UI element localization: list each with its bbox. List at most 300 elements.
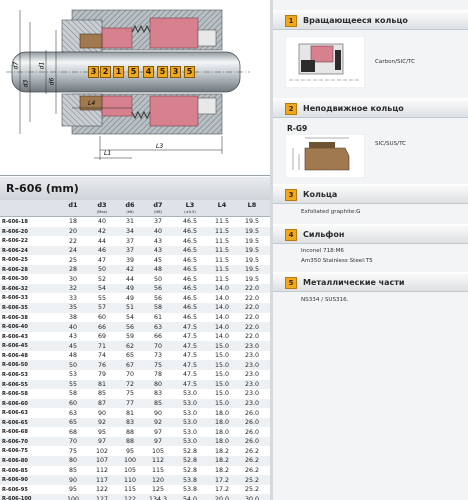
table-row — [0, 418, 270, 428]
dimension-cell: 71 — [97, 342, 106, 350]
dimension-cell: 31 — [125, 218, 134, 226]
model-code-cell: R-606-63 — [2, 410, 28, 417]
dimension-cell: 26.2 — [244, 447, 260, 455]
section-stationary-ring-body — [273, 120, 468, 182]
dimension-cell: 56 — [125, 323, 134, 331]
dimension-cell: 120 — [151, 476, 165, 484]
table-row — [0, 293, 270, 303]
dimension-cell: 85 — [153, 400, 162, 408]
dimension-cell: 97 — [97, 438, 106, 446]
model-code-cell: R-606-58 — [2, 391, 28, 398]
model-code-cell: R-606-75 — [2, 448, 28, 455]
dimension-cell: 60 — [97, 313, 106, 321]
model-code-cell: R-606-55 — [2, 381, 28, 388]
column-header: d3 (Max) — [96, 201, 108, 214]
dimension-cell: 17.2 — [214, 476, 230, 484]
dimension-cell: 78 — [153, 371, 162, 379]
dimension-cell: 46 — [97, 247, 106, 255]
dimension-cell: 59 — [125, 333, 134, 341]
dimension-cell: 26.0 — [244, 409, 260, 417]
dimension-cell: 56 — [153, 294, 162, 302]
dimension-cell: 49 — [125, 294, 134, 302]
model-code-cell: R-606-18 — [2, 219, 28, 225]
section-number-badge: 2 — [285, 103, 297, 115]
dimension-cell: 54 — [97, 285, 106, 293]
dimension-cell: 40 — [153, 227, 162, 235]
seat-type-label: R-G9 — [287, 124, 308, 133]
dimension-cell: 75 — [153, 361, 162, 369]
model-code-cell: R-606-38 — [2, 314, 28, 321]
model-code-cell: R-606-70 — [2, 438, 28, 445]
dimension-cell: 19.5 — [244, 227, 260, 235]
column-header: L8 — [247, 201, 257, 209]
dimension-cell: 65 — [125, 352, 134, 360]
dimension-cell: 40 — [68, 323, 77, 331]
dimension-cell: 11.5 — [214, 227, 230, 235]
dimension-cell: 79 — [97, 371, 106, 379]
dimension-cell: 25 — [68, 256, 77, 264]
dimension-cell: 80 — [68, 457, 77, 465]
dimension-cell: 19.5 — [244, 266, 260, 274]
table-header-row — [0, 200, 270, 217]
dimension-cell: 95 — [68, 486, 77, 494]
model-code-cell: R-606-60 — [2, 400, 28, 407]
dimension-cell: 22 — [68, 237, 77, 245]
dimension-cell: 37 — [125, 247, 134, 255]
model-code-cell: R-606-25 — [2, 257, 28, 264]
dimension-cell: 52 — [97, 275, 106, 283]
table-title: R-606 (mm) — [6, 182, 79, 195]
dimension-cell: 43 — [153, 247, 162, 255]
section-note: SIC/SUS/TC — [375, 141, 407, 147]
model-code-cell: R-606-50 — [2, 362, 28, 369]
dimension-cell: 19.5 — [244, 237, 260, 245]
table-row — [0, 408, 270, 418]
dimension-cell: 100 — [66, 495, 80, 500]
model-code-cell: R-606-22 — [2, 238, 28, 245]
dimension-cell: 26.2 — [244, 466, 260, 474]
dimension-cell: 74 — [97, 352, 106, 360]
table-row — [0, 427, 270, 437]
dimension-cell: 125 — [151, 486, 165, 494]
dimension-cell: 11.5 — [214, 237, 230, 245]
dimension-cell: 46.5 — [182, 218, 198, 226]
model-code-cell: R-606-80 — [2, 458, 28, 464]
dimension-cell: 23.0 — [244, 361, 260, 369]
column-header: d1 — [68, 201, 78, 209]
table-row — [0, 332, 270, 342]
dimension-cell: 23.0 — [244, 390, 260, 398]
dimension-cell: 47.5 — [182, 352, 198, 360]
dimension-cell: 19.5 — [244, 218, 260, 226]
dimension-cell: 85 — [68, 466, 77, 474]
part-label: 3 — [88, 66, 99, 78]
table-row — [0, 265, 270, 275]
model-code-cell: R-606-53 — [2, 371, 28, 378]
dimension-cell: 11.5 — [214, 275, 230, 283]
dimension-cell: 47.5 — [182, 342, 198, 350]
dimension-cell: 14.0 — [214, 285, 230, 293]
dimension-cell: 43 — [68, 333, 77, 341]
dimension-cell: 22.0 — [244, 294, 260, 302]
table-row — [0, 389, 270, 399]
table-row — [0, 351, 270, 361]
dimension-cell: 92 — [153, 419, 162, 427]
part-label: 3 — [170, 66, 181, 78]
section-note: Am350 Stainless Steel:T5 — [301, 258, 373, 264]
table-row — [0, 456, 270, 466]
dimension-cell: 53.8 — [182, 476, 198, 484]
dimension-cell: 38 — [68, 313, 77, 321]
dimension-cell: 14.0 — [214, 323, 230, 331]
dimension-cell: 42 — [97, 227, 106, 235]
materials-panel — [273, 0, 468, 500]
dimension-cell: 33 — [68, 294, 77, 302]
section-note: Carbon/SIC/TC — [375, 59, 416, 65]
part-label: 1 — [113, 66, 124, 78]
dimension-cell: 25.2 — [244, 486, 260, 494]
dimension-cell: 63 — [68, 409, 77, 417]
table-row — [0, 303, 270, 313]
table-row — [0, 446, 270, 456]
section-rotating-ring-header — [273, 10, 468, 30]
dimension-cell: 15.0 — [214, 361, 230, 369]
dimension-cell: 46.5 — [182, 237, 198, 245]
dimension-cell: 75 — [125, 390, 134, 398]
dimension-cell: 11.5 — [214, 218, 230, 226]
section-note: Exfoliated graphite:G — [301, 209, 361, 215]
dimension-cell: 69 — [97, 333, 106, 341]
dimension-cell: 51 — [125, 304, 134, 312]
dimension-cell: 73 — [153, 352, 162, 360]
table-row — [0, 341, 270, 351]
dimension-cell: 46.5 — [182, 285, 198, 293]
table-row — [0, 370, 270, 380]
dimension-cell: 52.8 — [182, 466, 198, 474]
dimension-cell: 83 — [125, 419, 134, 427]
dimension-cell: 92 — [97, 419, 106, 427]
dimension-cell: 22.0 — [244, 313, 260, 321]
dimension-cell: 48 — [153, 266, 162, 274]
dimension-cell: 68 — [68, 428, 77, 436]
section-rings-body — [273, 206, 468, 224]
dimension-cell: 57 — [97, 304, 106, 312]
section-title: Неподвижное кольцо — [303, 104, 404, 113]
dimension-cell: 15.0 — [214, 342, 230, 350]
section-title: Сильфон — [303, 230, 345, 239]
dimension-cell: 26.0 — [244, 419, 260, 427]
dimension-cell: 18.0 — [214, 438, 230, 446]
dimension-cell: 47.5 — [182, 380, 198, 388]
part-label: 2 — [100, 66, 111, 78]
dimension-cell: 53.0 — [182, 400, 198, 408]
dimension-cell: 22.0 — [244, 304, 260, 312]
dimension-cell: 47.5 — [182, 371, 198, 379]
section-title: Вращающееся кольцо — [303, 16, 408, 25]
dimension-cell: 18.2 — [214, 447, 230, 455]
dimension-cell: 14.0 — [214, 313, 230, 321]
dimension-cell: 70 — [68, 438, 77, 446]
dimension-cell: 90 — [97, 409, 106, 417]
section-bellows-body — [273, 246, 468, 272]
dimension-table — [0, 200, 270, 500]
part-label: 5 — [157, 66, 168, 78]
dimension-cell: 54.0 — [182, 495, 198, 500]
dimension-cell: 75 — [68, 447, 77, 455]
part-number-labels — [88, 66, 198, 78]
dimension-cell: 77 — [125, 400, 134, 408]
dimension-cell: 48 — [68, 352, 77, 360]
table-row — [0, 399, 270, 409]
seal-cross-section-drawing — [0, 0, 270, 176]
dimension-cell: 15.0 — [214, 371, 230, 379]
dimension-cell: 32 — [68, 285, 77, 293]
section-bellows-header — [273, 224, 468, 244]
section-number-badge: 4 — [285, 229, 297, 241]
dimension-cell: 115 — [151, 466, 165, 474]
dimension-cell: 19.5 — [244, 256, 260, 264]
dimension-cell: 45 — [153, 256, 162, 264]
dimension-cell: 110 — [123, 476, 137, 484]
dimension-cell: 112 — [151, 457, 165, 465]
dimension-cell: 44 — [125, 275, 134, 283]
seal-body-top — [150, 18, 198, 48]
dimension-cell: 102 — [95, 447, 109, 455]
dimension-cell: 46.5 — [182, 275, 198, 283]
model-code-cell: R-606-40 — [2, 324, 28, 331]
dimension-cell: 25.2 — [244, 476, 260, 484]
table-row — [0, 466, 270, 476]
dimension-cell: 53.0 — [182, 419, 198, 427]
sleeve-bottom — [198, 98, 216, 114]
model-code-cell: R-606-28 — [2, 266, 28, 273]
dimension-cell: 37 — [125, 237, 134, 245]
stationary-ring-top — [80, 34, 102, 48]
dimension-cell: 88 — [125, 428, 134, 436]
dimension-cell: 117 — [95, 476, 109, 484]
dimension-cell: 67 — [125, 361, 134, 369]
model-code-cell: R-606-68 — [2, 429, 28, 436]
table-row — [0, 360, 270, 370]
dimension-cell: 81 — [125, 409, 134, 417]
dimension-cell: 18.0 — [214, 428, 230, 436]
dim-label-d3: d3 — [22, 79, 30, 88]
section-stationary-ring-header — [273, 98, 468, 118]
dimension-cell: 97 — [153, 438, 162, 446]
dimension-cell: 14.0 — [214, 333, 230, 341]
dimension-cell: 61 — [153, 313, 162, 321]
model-code-cell: R-606-90 — [2, 477, 28, 484]
dimension-cell: 122 — [95, 486, 109, 494]
table-row — [0, 380, 270, 390]
dimension-cell: 97 — [153, 428, 162, 436]
dimension-cell: 53.8 — [182, 486, 198, 494]
dimension-cell: 11.5 — [214, 247, 230, 255]
table-row — [0, 217, 270, 227]
dim-label-l4: L4 — [88, 100, 96, 107]
dimension-cell: 47.5 — [182, 323, 198, 331]
dimension-cell: 14.0 — [214, 304, 230, 312]
dimension-cell: 53.0 — [182, 428, 198, 436]
dim-label-l1: L1 — [104, 150, 112, 157]
part-label: 5 — [184, 66, 195, 78]
dimension-cell: 42 — [125, 266, 134, 274]
table-row — [0, 236, 270, 246]
dimension-cell: 115 — [123, 486, 137, 494]
dimension-cell: 17.2 — [214, 486, 230, 494]
dimension-cell: 83 — [153, 390, 162, 398]
dimension-cell: 90 — [68, 476, 77, 484]
seal-drawing-svg — [0, 0, 270, 176]
dimension-cell: 58 — [153, 304, 162, 312]
dimension-cell: 47 — [97, 256, 106, 264]
section-metal-parts-body — [273, 294, 468, 310]
dimension-cell: 46.5 — [182, 304, 198, 312]
section-metal-parts-header — [273, 272, 468, 292]
model-code-cell: R-606-33 — [2, 295, 28, 302]
dim-label-l3: L3 — [156, 143, 164, 150]
dimension-cell: 44 — [97, 237, 106, 245]
dimension-cell: 54 — [125, 313, 134, 321]
dimension-cell: 22.0 — [244, 285, 260, 293]
dimension-cell: 70 — [153, 342, 162, 350]
model-code-cell: R-606-100 — [2, 496, 32, 500]
model-code-cell: R-606-24 — [2, 247, 28, 254]
dimension-cell: 53.0 — [182, 409, 198, 417]
dimension-cell: 23.0 — [244, 342, 260, 350]
dimension-cell: 15.0 — [214, 390, 230, 398]
column-header: d7 (H8) — [153, 201, 163, 214]
part-label: 5 — [128, 66, 139, 78]
rotating-ring-top — [102, 28, 132, 48]
table-row — [0, 227, 270, 237]
stationary-ring-diagram — [285, 134, 365, 178]
dimension-cell: 15.0 — [214, 400, 230, 408]
dimension-cell: 52.8 — [182, 457, 198, 465]
dimension-cell: 40 — [97, 218, 106, 226]
dimension-cell: 23.0 — [244, 371, 260, 379]
dimension-cell: 14.0 — [214, 294, 230, 302]
dimension-cell: 11.5 — [214, 256, 230, 264]
dimension-cell: 24 — [68, 247, 77, 255]
dimension-cell: 66 — [97, 323, 106, 331]
dimension-cell: 70 — [125, 371, 134, 379]
dimension-cell: 19.5 — [244, 275, 260, 283]
dimension-cell: 53.0 — [182, 390, 198, 398]
section-number-badge: 1 — [285, 15, 297, 27]
dimension-cell: 30 — [68, 275, 77, 283]
model-code-cell: R-606-35 — [2, 305, 28, 312]
dimension-cell: 15.0 — [214, 352, 230, 360]
dimension-cell: 95 — [97, 428, 106, 436]
dimension-cell: 90 — [153, 409, 162, 417]
rotating-ring-diagram — [285, 36, 365, 88]
dimension-cell: 19.5 — [244, 247, 260, 255]
dimension-cell: 85 — [97, 390, 106, 398]
dimension-cell: 105 — [151, 447, 165, 455]
dimension-cell: 30.0 — [244, 495, 260, 500]
dimension-cell: 39 — [125, 256, 134, 264]
dim-label-d1: d1 — [38, 61, 46, 70]
dimension-cell: 46.5 — [182, 266, 198, 274]
dimension-cell: 50 — [153, 275, 162, 283]
sleeve-top — [198, 30, 216, 46]
dimension-cell: 72 — [125, 380, 134, 388]
section-title: Металлические части — [303, 278, 405, 287]
dim-label-d7: d7 — [12, 61, 20, 70]
dimension-cell: 20 — [68, 227, 77, 235]
model-code-cell: R-606-30 — [2, 276, 28, 283]
table-row — [0, 475, 270, 485]
seal-body-bottom — [150, 96, 198, 126]
section-number-badge: 3 — [285, 189, 297, 201]
dimension-cell: 26.2 — [244, 457, 260, 465]
section-title: Кольца — [303, 190, 338, 199]
dimension-cell: 95 — [125, 447, 134, 455]
dimension-cell: 58 — [68, 390, 77, 398]
section-rings-header — [273, 184, 468, 204]
dimension-cell: 18.0 — [214, 409, 230, 417]
model-code-cell: R-606-95 — [2, 486, 28, 493]
dim-label-d6: d6 — [48, 77, 56, 86]
dimension-cell: 47.5 — [182, 333, 198, 341]
dimension-cell: 18.0 — [214, 419, 230, 427]
dimension-cell: 46.5 — [182, 313, 198, 321]
dimension-cell: 105 — [123, 466, 137, 474]
model-code-cell: R-606-45 — [2, 343, 28, 350]
part-label: 4 — [143, 66, 154, 78]
model-code-cell: R-606-20 — [2, 228, 28, 235]
dimension-cell: 18 — [68, 218, 77, 226]
section-note: Inconel 718:M6 — [301, 248, 344, 254]
dimension-cell: 18.2 — [214, 457, 230, 465]
dimension-cell: 122 — [123, 495, 137, 500]
dimension-cell: 134.3 — [148, 495, 168, 500]
dimension-cell: 56 — [153, 285, 162, 293]
dimension-cell: 34 — [125, 227, 134, 235]
dimension-cell: 23.0 — [244, 352, 260, 360]
table-row — [0, 485, 270, 495]
model-code-cell: R-606-85 — [2, 467, 28, 474]
dimension-cell: 46.5 — [182, 227, 198, 235]
dimension-cell: 49 — [125, 285, 134, 293]
dimension-cell: 45 — [68, 342, 77, 350]
dimension-cell: 112 — [95, 466, 109, 474]
dimension-cell: 15.0 — [214, 380, 230, 388]
dimension-cell: 46.5 — [182, 247, 198, 255]
dimension-cell: 80 — [153, 380, 162, 388]
dimension-cell: 23.0 — [244, 380, 260, 388]
section-rotating-ring-body — [273, 32, 468, 94]
table-row — [0, 284, 270, 294]
dimension-cell: 37 — [153, 218, 162, 226]
dimension-cell: 23.0 — [244, 400, 260, 408]
dimension-cell: 18.2 — [214, 466, 230, 474]
table-row — [0, 494, 270, 500]
dimension-cell: 127 — [95, 495, 109, 500]
table-row — [0, 313, 270, 323]
column-header: d6 (h6) — [125, 201, 135, 214]
dimension-cell: 55 — [68, 380, 77, 388]
model-code-cell: R-606-65 — [2, 419, 28, 426]
dimension-cell: 88 — [125, 438, 134, 446]
dimension-cell: 22.0 — [244, 323, 260, 331]
dimension-cell: 76 — [97, 361, 106, 369]
table-row — [0, 255, 270, 265]
table-title-bar — [0, 176, 270, 200]
dimension-cell: 11.5 — [214, 266, 230, 274]
dimension-cell: 107 — [95, 457, 109, 465]
